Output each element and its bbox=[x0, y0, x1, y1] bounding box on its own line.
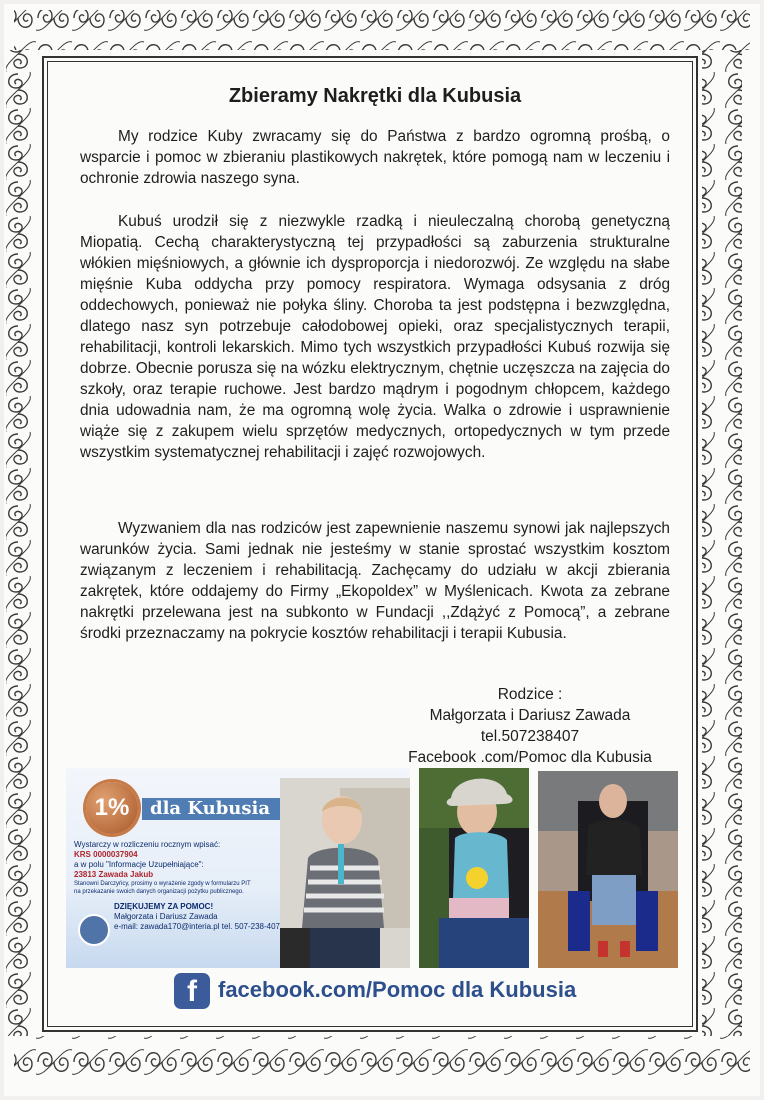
paragraph-appeal: Wyzwaniem dla nas rodziców jest zapewnienie naszemu synowi jak najlepszych warunków życia. Sami jednak nie jesteśmy w stanie sprostać wszystkim kosztom związanym z leczeniem i rehabilitacją. Zachęcamy do udziału w akcji zbierania zakrętek, które oddajemy do Firmy „Ekopoldex” w Myślenicach. Kwota za zebrane nakrętki przelewana jest na subkonto w Fundacji ,,Zdążyć z Pomocą”, a zebrane środki przeznaczamy na pokrycie kosztów rehabilitacji i terapii Kubusia. bbox=[80, 520, 670, 642]
paragraph-intro: My rodzice Kuby zwracamy się do Państwa z bardzo ogromną prośbą, o wsparcie i pomoc w zbieraniu plastikowych nakrętek, które pomogą nam w leczeniu i ochronie zdrowia naszego syna. bbox=[80, 128, 670, 187]
foundation-logo bbox=[78, 914, 110, 946]
banner-info: Wystarczy w rozliczeniu rocznym wpisać: KRS 0000037904 a w polu "Informacje Uzupełniające": 23813 Zawada Jakub Stanowni Darczyńcy, prosimy o wyrażenie zgody w formularzu PIT na przekazanie swoich danych organizacji pożytku publicznego. DZIĘKUJEMY ZA POMOC! Małgorzata i Dariusz Zawada e-mail: zawada170@interia.pl tel. 507-238-407 bbox=[74, 840, 280, 931]
banner-title: dla Kubusia bbox=[142, 798, 300, 820]
facebook-link[interactable] bbox=[172, 970, 592, 1012]
boy-photo bbox=[280, 778, 410, 968]
signature-phone: tel.507238407 bbox=[480, 728, 580, 745]
signature-block bbox=[380, 684, 680, 768]
page-title: Zbieramy Nakrętki dla Kubusia bbox=[228, 85, 522, 107]
boy-wheelchair-photo bbox=[538, 771, 678, 968]
boy-hat-photo bbox=[419, 768, 529, 968]
signature-heading: Rodzice : bbox=[497, 686, 563, 703]
signature-names: Małgorzata i Dariusz Zawada bbox=[429, 707, 631, 724]
paragraph-story: Kubuś urodził się z niezwykle rzadką i nieuleczalną chorobą genetyczną Miopatią. Cechą charakterystyczną tej przypadłości są zaburzenia strukturalne włókien mięśniowych, a głównie ich dysproporcja i niedorozwój. Ze względu na słabe mięśnie Kuba oddycha przy pomocy respiratora. Wymaga odsysania z dróg oddechowych, ponieważ nie połyka śliny. Choroba ta jest podstępna i bezwzględna, dlatego nasz syn potrzebuje całodobowej opieki, oraz specjalistycznych terapii, rehabilitacji, kontroli lekarskich. Mimo tych wszystkich przypadłości Kubuś rozwija się dobrze. Obecnie porusza się na wózku elektrycznym, chętnie uczęszcza na zajęcia do szkoły, oraz terapie ruchowe. Jest bardzo mądrym i pogodnym chłopcem, każdego dnia udowadnia nam, że ma ogromną wolę życia. Walka o zdrowie i usprawnienie wiąże się z zakupem wielu sprzętów medycznych, ortopedycznych w tym przede wszystkim systematycznej rehabilitacji i zajęć rozwojowych. bbox=[80, 213, 670, 461]
one-percent-badge: 1% bbox=[86, 782, 138, 834]
signature-facebook: Facebook .com/Pomoc dla Kubusia bbox=[408, 749, 652, 766]
facebook-url-text: facebook.com/Pomoc dla Kubusia bbox=[218, 977, 577, 1002]
one-percent-banner bbox=[66, 768, 410, 968]
boy-wheelchair-photo-art bbox=[538, 771, 678, 968]
boy-hat-photo-art bbox=[419, 768, 529, 968]
facebook-icon: f bbox=[174, 973, 210, 1009]
